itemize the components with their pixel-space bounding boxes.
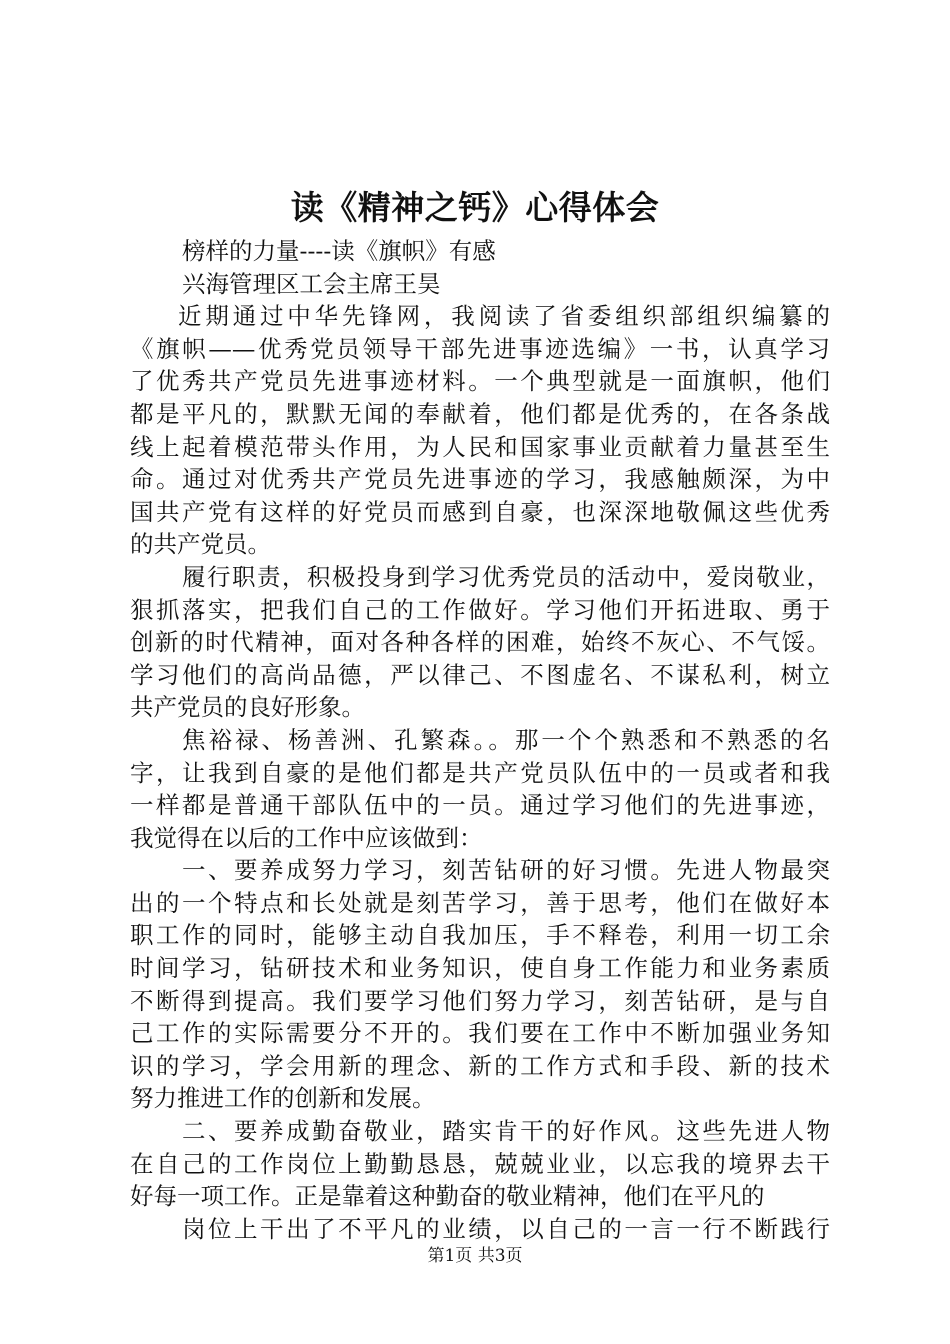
page-indicator: 第1页 共3页 xyxy=(427,1246,523,1266)
text-line: 己工作的实际需要分不开的。我们要在工作中不断加强业务知 xyxy=(130,1019,830,1048)
text-line: 了优秀共产党员先进事迹材料。一个典型就是一面旗帜，他们 xyxy=(130,367,830,396)
text-line: 我觉得在以后的工作中应该做到： xyxy=(130,823,483,852)
text-line: 一样都是普通干部队伍中的一员。通过学习他们的先进事迹， xyxy=(130,791,830,820)
text-line: 榜样的力量----读《旗帜》有感 xyxy=(182,237,496,265)
text-line: 都是平凡的，默默无闻的奉献着，他们都是优秀的，在各条战 xyxy=(130,399,830,428)
document-title: 读《精神之钙》心得体会 xyxy=(290,188,660,227)
text-line: 焦裕禄、杨善洲、孔繁森。。那一个个熟悉和不熟悉的名 xyxy=(182,725,830,754)
text-line: 二、要养成勤奋敬业，踏实肯干的好作风。这些先进人物 xyxy=(182,1117,830,1146)
text-line: 好每一项工作。正是靠着这种勤奋的敬业精神，他们在平凡的 xyxy=(130,1182,765,1211)
text-line: 在自己的工作岗位上勤勤恳恳，兢兢业业，以忘我的境界去干 xyxy=(130,1149,830,1178)
text-line: 兴海管理区工会主席王昊 xyxy=(182,269,441,298)
text-line: 时间学习，钻研技术和业务知识，使自身工作能力和业务素质 xyxy=(130,954,830,983)
text-line: 的共产党员。 xyxy=(130,530,271,559)
text-line: 《旗帜——优秀党员领导干部先进事迹选编》一书，认真学习 xyxy=(130,334,830,363)
text-line: 履行职责，积极投身到学习优秀党员的活动中，爱岗敬业， xyxy=(182,562,830,591)
text-line: 识的学习，学会用新的理念、新的工作方式和手段、新的技术 xyxy=(130,1051,830,1080)
text-line: 不断得到提高。我们要学习他们努力学习，刻苦钻研，是与自 xyxy=(130,986,830,1015)
text-line: 近期通过中华先锋网，我阅读了省委组织部组织编纂的 xyxy=(178,302,830,331)
text-line: 国共产党有这样的好党员而感到自豪，也深深地敬佩这些优秀 xyxy=(130,497,830,526)
text-line: 共产党员的良好形象。 xyxy=(130,693,365,722)
text-line: 线上起着模范带头作用，为人民和国家事业贡献着力量甚至生 xyxy=(130,432,830,461)
text-line: 努力推进工作的创新和发展。 xyxy=(130,1084,436,1113)
text-line: 职工作的同时，能够主动自我加压，手不释卷，利用一切工余 xyxy=(130,921,830,950)
text-line: 命。通过对优秀共产党员先进事迹的学习，我感触颇深，为中 xyxy=(130,465,830,494)
text-line: 岗位上干出了不平凡的业绩，以自己的一言一行不断践行 xyxy=(182,1214,830,1243)
text-line: 狠抓落实，把我们自己的工作做好。学习他们开拓进取、勇于 xyxy=(130,595,830,624)
text-line: 出的一个特点和长处就是刻苦学习，善于思考，他们在做好本 xyxy=(130,888,830,917)
text-line: 学习他们的高尚品德，严以律己、不图虚名、不谋私利，树立 xyxy=(130,660,830,689)
document-body xyxy=(130,235,830,1245)
text-line: 字，让我到自豪的是他们都是共产党员队伍中的一员或者和我 xyxy=(130,758,830,787)
text-line: 创新的时代精神，面对各种各样的困难，始终不灰心、不气馁。 xyxy=(130,628,830,657)
text-line: 一、要养成努力学习，刻苦钻研的好习惯。先进人物最突 xyxy=(182,856,830,885)
